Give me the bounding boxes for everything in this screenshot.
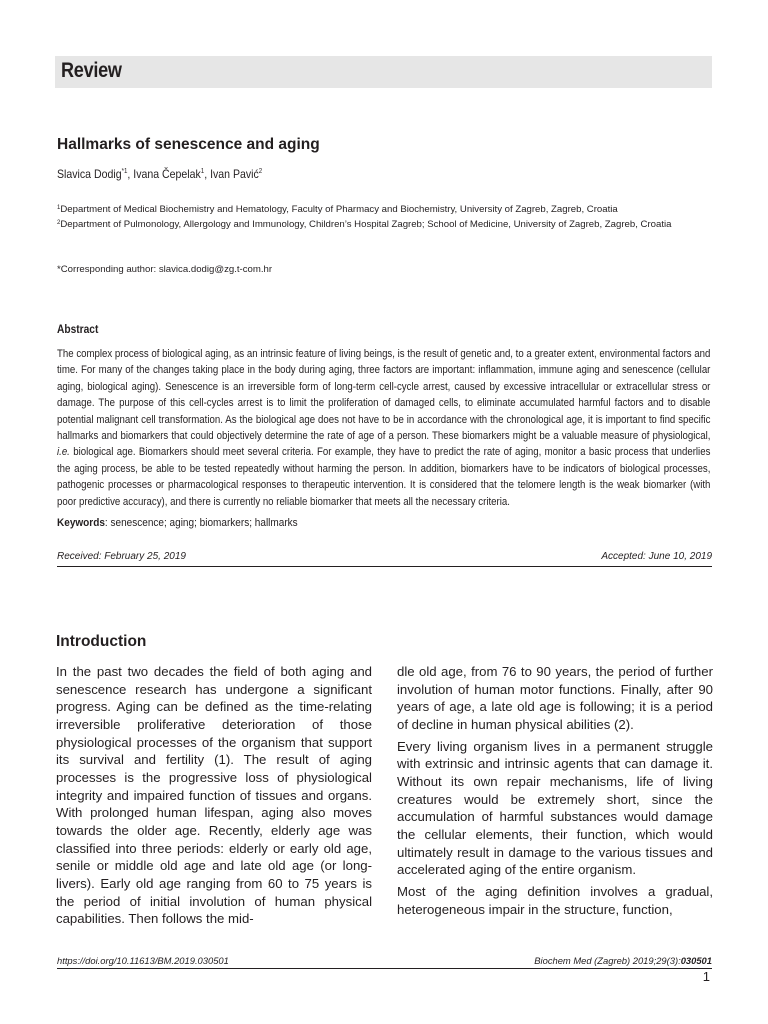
author-name: Ivan Pavić — [210, 167, 259, 181]
article-id: 030501 — [680, 955, 712, 966]
text-column-right — [397, 663, 713, 922]
footer-divider — [57, 968, 712, 969]
journal-citation — [534, 955, 712, 966]
section-label: Review — [61, 59, 122, 82]
author-mark: *1 — [121, 168, 128, 175]
author-mark: 2 — [258, 168, 263, 175]
keywords-label: Keywords — [57, 517, 105, 529]
affiliation-text: Department of Medical Biochemistry and Hematology, Faculty of Pharmacy and Biochemistry, University of Zagreb, Zagreb, Croatia — [60, 204, 618, 215]
article-dates — [57, 551, 712, 562]
accepted-date: Accepted: June 10, 2019 — [601, 551, 712, 562]
introduction-heading: Introduction — [56, 633, 147, 650]
journal-name: Biochem Med (Zagreb) 2019;29(3): — [534, 955, 681, 966]
abstract-text-part: The complex process of biological aging, as an intrinsic feature of living beings, is the result of genetic and, to a greater extent, environmental factors and time. For many of the changes taking place in the body during aging, three factors are important: inflammation, immune aging and senescence (cellular aging, biological aging). Senescence is an irreversible form of long-term cell-cycle arrest, caused by excessive intracellular or extracellular stress or damage. The purpose of this cell-cycles arrest is to limit the proliferation of damaged cells, to eliminate accumulated harmful factors and to disable potential malignant cell transformation. As the biological age does not have to be in accordance with the chronological age, it is important to find specific hallmarks and biomarkers that could objectively determine the rate of age of a person. These biomarkers might be a valuable measure of physiological, — [57, 348, 711, 443]
paragraph: In the past two decades the field of both aging and senescence research has undergone a significant progress. Aging can be defined as the time-relating irreversible proliferative deterioration of those physiological processes of the organism that support its survival and fertility (1). The result of aging processes is the progressive loss of physiological integrity and impaired function of tissues and organs. With prolonged human lifespan, aging also moves towards the older age. Recently, elderly age was classified into three periods: elderly or early old age, senile or middle old age and late old age (or long-livers). Early old age ranging from 60 to 75 years is the period of initial involution of human physical capabilities. Then follows the mid- — [56, 664, 372, 927]
abstract-heading: Abstract — [57, 322, 99, 336]
divider — [57, 566, 712, 567]
keywords — [57, 517, 298, 529]
affiliation-mark: 1 — [57, 205, 61, 211]
keywords-list: : senescence; aging; biomarkers; hallmarks — [104, 517, 298, 529]
author-mark: 1 — [200, 168, 205, 175]
corresponding-author: *Corresponding author: slavica.dodig@zg.t-com.hr — [57, 264, 273, 275]
article-title: Hallmarks of senescence and aging — [57, 136, 320, 153]
abstract-text — [57, 346, 710, 510]
paragraph: Most of the aging definition involves a gradual, heterogeneous impair in the structure, function, — [397, 883, 713, 917]
paragraph: Every living organism lives in a permanent struggle with extrinsic and intrinsic agents that can damage it. Without its own repair mechanisms, life of living creatures would be extremely short, since the accumulation of harmful substances would damage the cellular elements, their function, which would ultimately result in damage to the various tissues and accelerated aging of the entire organism. — [397, 738, 713, 878]
abstract-italic: i.e. — [57, 446, 70, 459]
abstract-text-part: biological age. Biomarkers should meet several criteria. For example, they have to predict the rate of aging, monitor a basic process that underlies the aging process, be able to be tested repeatedly without harming the person. In addition, biomarkers have to be indicators of biological processes, pathogenic processes or pharmacological responses to therapeutic intervention. It is considered that the telomere length is the weak biomarker (with poor predictive accuracy), and there is currently no reliable biomarker that meets all the necessary criteria. — [57, 446, 711, 508]
page-number: 1 — [702, 969, 710, 984]
received-date: Received: February 25, 2019 — [57, 551, 186, 562]
author-list: Slavica Dodig$^{*1}$, Ivana Čepelak$^1$, Ivan Pavić$^2$ — [57, 167, 263, 181]
affiliation-text: Department of Pulmonology, Allergology and Immunology, Children’s Hospital Zagreb; School of Medicine, University of Zagreb, Zagreb, Croatia — [60, 219, 672, 230]
author-name: Ivana Čepelak — [133, 167, 201, 181]
affiliation-mark: 2 — [57, 220, 61, 226]
paragraph: dle old age, from 76 to 90 years, the period of further involution of human motor functions. Finally, after 90 years of age, a late old age is following; it is a period of decline in human physical abilities (2). — [397, 664, 713, 732]
text-column-left — [56, 663, 372, 932]
section-header-band — [55, 56, 712, 88]
author-name: Slavica Dodig — [57, 167, 122, 181]
doi-link[interactable]: https://doi.org/10.11613/BM.2019.030501 — [57, 955, 229, 966]
affiliation — [57, 216, 707, 233]
